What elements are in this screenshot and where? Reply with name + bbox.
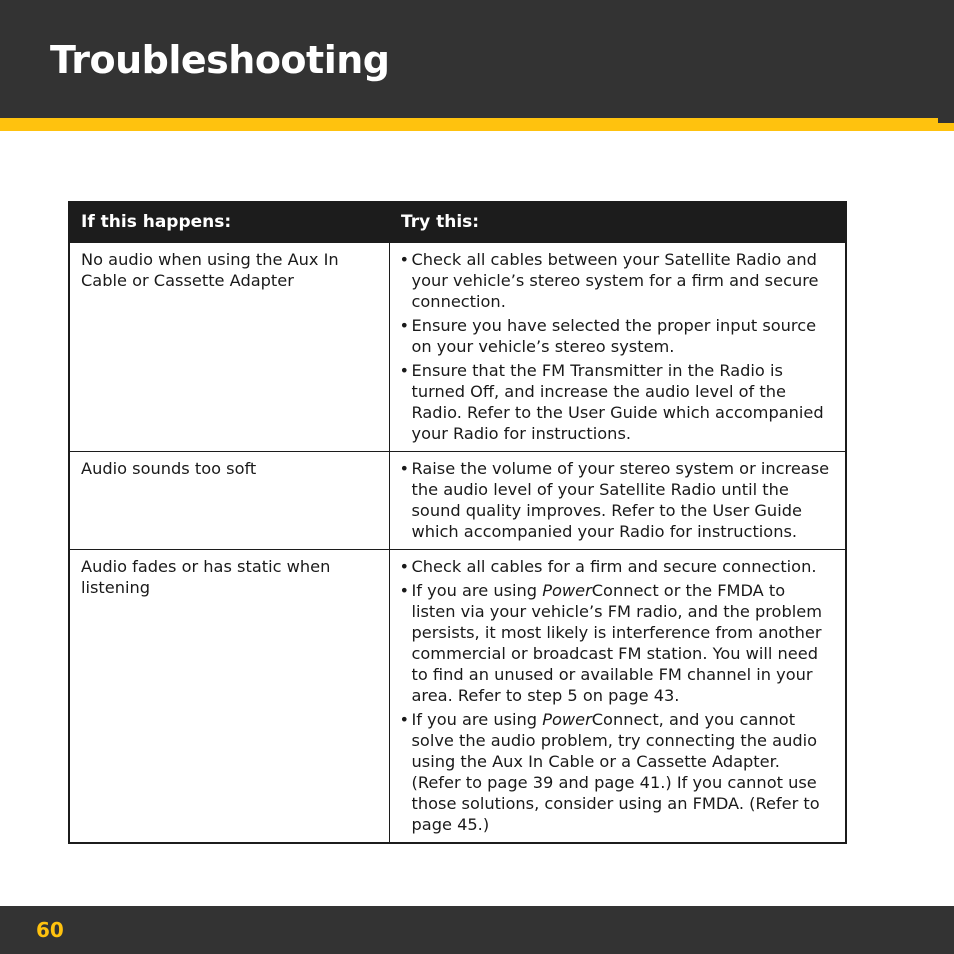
table-header-row — [69, 202, 846, 242]
solution-text: Check all cables between your Satellite Radio and your vehicle’s stereo system for a firm and secure connection. — [411, 250, 819, 311]
problem-cell: Audio fades or has static when listening — [69, 550, 389, 844]
solution-text: Check all cables for a firm and secure connection. — [411, 557, 817, 576]
solution-text: Ensure you have selected the proper input source on your vehicle’s stereo system. — [411, 316, 817, 356]
solution-item — [401, 360, 835, 444]
column-header-solution: Try this: — [389, 202, 846, 242]
solution-item — [401, 458, 835, 542]
page-number: 60 — [36, 918, 64, 942]
table-row — [69, 452, 846, 550]
solution-list — [401, 458, 835, 542]
column-header-problem: If this happens: — [69, 202, 389, 242]
accent-bar — [0, 118, 954, 131]
solution-prefix: If you are using — [411, 710, 543, 729]
page-title: Troubleshooting — [50, 38, 390, 82]
page-footer — [0, 906, 954, 954]
solution-item — [401, 709, 835, 835]
solution-item — [401, 556, 835, 577]
solution-list — [401, 249, 835, 444]
solution-item — [401, 315, 835, 357]
table-row — [69, 242, 846, 452]
solution-text: Connect, and you cannot solve the audio problem, try connecting the audio using the Aux In Cable or a Cassette Adapter. (Refer to page 39 and page 41.) If you cannot use those solutions, consider using an FMDA. (Refer to page 45.) — [411, 710, 820, 834]
brand-italic: Power — [542, 581, 592, 600]
solution-cell — [389, 452, 846, 550]
page-header — [0, 0, 954, 118]
solution-text: Connect or the FMDA to listen via your vehicle’s FM radio, and the problem persists, it most likely is interference from another commercial or broadcast FM station. You will need to find an unused or available FM channel in your area. Refer to step 5 on page 43. — [411, 581, 822, 705]
solution-prefix: If you are using — [411, 581, 543, 600]
solution-cell — [389, 242, 846, 452]
solution-text: Raise the volume of your stereo system or increase the audio level of your Satellite Radio until the sound quality improves. Refer to the User Guide which accompanied your Radio for instructions. — [411, 459, 830, 541]
problem-cell: No audio when using the Aux In Cable or Cassette Adapter — [69, 242, 389, 452]
problem-cell: Audio sounds too soft — [69, 452, 389, 550]
solution-cell — [389, 550, 846, 844]
solution-item — [401, 580, 835, 706]
table-row — [69, 550, 846, 844]
troubleshooting-table — [68, 201, 847, 844]
solution-text: Ensure that the FM Transmitter in the Radio is turned Off, and increase the audio level of the Radio. Refer to the User Guide which accompanied your Radio for instructions. — [411, 361, 824, 443]
brand-italic: Power — [542, 710, 592, 729]
solution-item — [401, 249, 835, 312]
solution-list — [401, 556, 835, 835]
